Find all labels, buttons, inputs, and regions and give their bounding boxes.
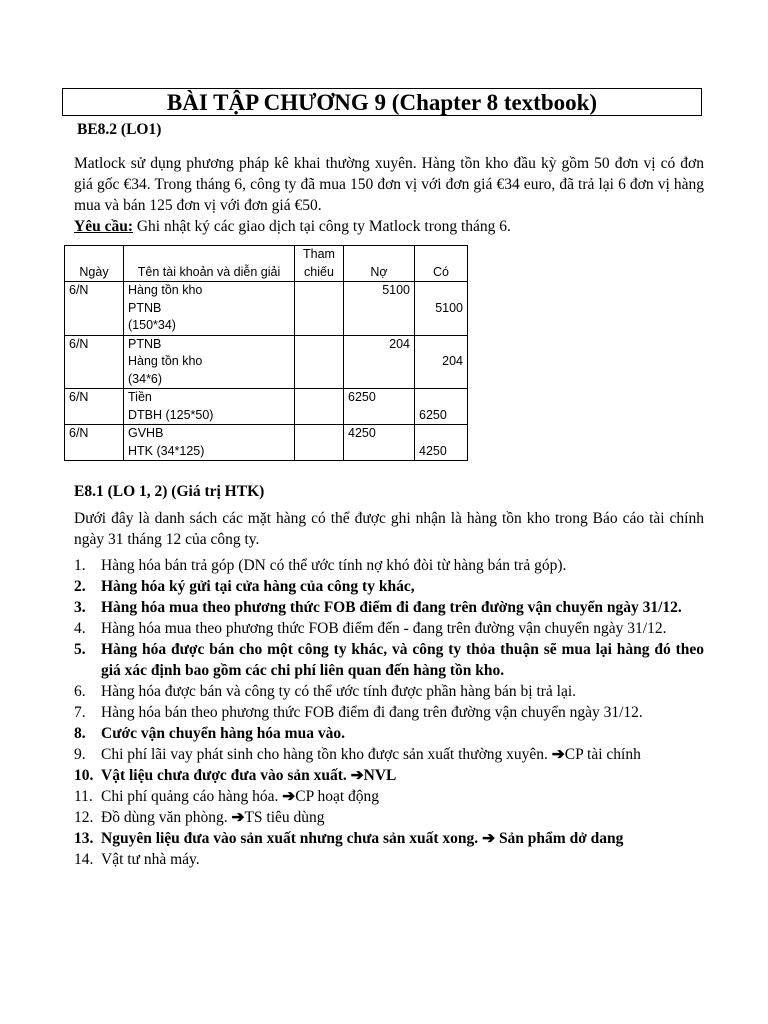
item-text: Chi phí lãi vay phát sinh cho hàng tồn kho được sản xuất thường xuyên. — [101, 746, 552, 763]
entry-credit: 204 — [415, 335, 468, 389]
item-list — [74, 555, 704, 870]
arrow-right-icon: ➔ — [482, 830, 496, 847]
be82-requirement — [74, 216, 704, 237]
arrow-right-icon: ➔ — [350, 767, 364, 784]
item-text: Vật tư nhà máy. — [101, 851, 200, 868]
arrow-right-icon: ➔ — [231, 809, 245, 826]
item-text: Đồ dùng văn phòng. — [101, 809, 232, 826]
item-result: Sản phẩm dở dang — [495, 830, 624, 847]
item-number: 14. — [74, 851, 94, 868]
item-number: 8. — [74, 725, 86, 742]
entry-reference — [295, 389, 344, 425]
requirement-text: Ghi nhật ký các giao dịch tại công ty Matlock trong tháng 6. — [132, 218, 511, 235]
item-number: 11. — [74, 788, 93, 805]
requirement-label: Yêu cầu: — [74, 218, 133, 235]
item-number: 9. — [74, 746, 86, 763]
entry-date: 6/N — [65, 335, 124, 389]
item-text: Hàng hóa được bán cho một công ty khác, và công ty thỏa thuận sẽ mua lại hàng đó theo giá xác định bao gồm các chi phí liên quan đến hàng tồn kho. — [101, 641, 704, 679]
list-item — [74, 744, 704, 765]
item-result: TS tiêu dùng — [244, 809, 325, 826]
item-text: Hàng hóa mua theo phương thức FOB điểm đi đang trên đường vận chuyển ngày 31/12. — [101, 599, 682, 616]
item-number: 13. — [74, 830, 94, 847]
item-text: Nguyên liệu đưa vào sản xuất nhưng chưa sản xuất xong. — [101, 830, 483, 847]
entry-debit: 5100 — [344, 282, 415, 336]
header-account: Tên tài khoản và diễn giải — [124, 246, 295, 282]
entry-debit: 6250 — [344, 389, 415, 425]
entry-account: GVHB HTK (34*125) — [124, 425, 295, 461]
e81-paragraph: Dưới đây là danh sách các mặt hàng có thể được ghi nhận là hàng tồn kho trong Báo cáo tài chính ngày 31 tháng 12 của công ty. — [74, 510, 704, 548]
be82-heading: BE8.2 (LO1) — [77, 121, 162, 138]
item-text: Hàng hóa bán theo phương thức FOB điểm đi đang trên đường vận chuyển ngày 31/12. — [101, 704, 643, 721]
e81-heading: E8.1 (LO 1, 2) (Giá trị HTK) — [74, 483, 265, 500]
list-item — [74, 765, 704, 786]
list-item — [74, 576, 704, 597]
entry-reference — [295, 425, 344, 461]
item-number: 6. — [74, 683, 86, 700]
be82-paragraph: Matlock sử dụng phương pháp kê khai thường xuyên. Hàng tồn kho đầu kỳ gồm 50 đơn vị có đơn giá gốc €34. Trong tháng 6, công ty đã mua 150 đơn vị với đơn giá €34 euro, đã trả lại 6 đơn vị hàng mua và bán 125 đơn vị với đơn giá €50. — [74, 155, 704, 214]
item-text: Cước vận chuyển hàng hóa mua vào. — [101, 725, 345, 742]
entry-account: Tiền DTBH (125*50) — [124, 389, 295, 425]
entry-reference — [295, 335, 344, 389]
table-row — [65, 425, 468, 461]
list-item — [74, 681, 704, 702]
header-credit: Có — [415, 246, 468, 282]
arrow-right-icon: ➔ — [282, 788, 296, 805]
list-item — [74, 639, 704, 681]
item-number: 1. — [74, 557, 86, 574]
header-reference: Tham chiếu — [295, 246, 344, 282]
item-number: 10. — [74, 767, 94, 784]
entry-credit: 4250 — [415, 425, 468, 461]
table-row — [65, 282, 468, 336]
list-item — [74, 786, 704, 807]
list-item — [74, 807, 704, 828]
item-number: 4. — [74, 620, 86, 637]
entry-date: 6/N — [65, 282, 124, 336]
list-item — [74, 618, 704, 639]
item-number: 12. — [74, 809, 94, 826]
entry-date: 6/N — [65, 389, 124, 425]
arrow-right-icon: ➔ — [551, 746, 565, 763]
entry-date: 6/N — [65, 425, 124, 461]
item-result: NVL — [363, 767, 397, 784]
entry-debit: 4250 — [344, 425, 415, 461]
table-row — [65, 389, 468, 425]
table-row — [65, 335, 468, 389]
item-number: 7. — [74, 704, 86, 721]
entry-account: PTNB Hàng tồn kho (34*6) — [124, 335, 295, 389]
journal-table — [64, 245, 468, 461]
list-item — [74, 597, 704, 618]
list-item — [74, 555, 704, 576]
item-result: CP hoạt động — [295, 788, 380, 805]
entry-credit: 5100 — [415, 282, 468, 336]
list-item — [74, 828, 704, 849]
item-result: CP tài chính — [564, 746, 641, 763]
header-debit: Nợ — [344, 246, 415, 282]
page-title: BÀI TẬP CHƯƠNG 9 (Chapter 8 textbook) — [62, 88, 702, 116]
item-text: Chi phí quảng cáo hàng hóa. — [101, 788, 283, 805]
entry-reference — [295, 282, 344, 336]
item-text: Hàng hóa ký gửi tại cửa hàng của công ty khác, — [101, 578, 415, 595]
item-number: 5. — [74, 641, 86, 658]
entry-debit: 204 — [344, 335, 415, 389]
list-item — [74, 849, 704, 870]
entry-credit: 6250 — [415, 389, 468, 425]
item-number: 2. — [74, 578, 86, 595]
list-item — [74, 702, 704, 723]
item-number: 3. — [74, 599, 86, 616]
header-date: Ngày — [65, 246, 124, 282]
item-text: Hàng hóa bán trả góp (DN có thể ước tính nợ khó đòi từ hàng bán trả góp). — [101, 557, 567, 574]
list-item — [74, 723, 704, 744]
item-text: Hàng hóa mua theo phương thức FOB điểm đến - đang trên đường vận chuyển ngày 31/12. — [101, 620, 667, 637]
entry-account: Hàng tồn kho PTNB (150*34) — [124, 282, 295, 336]
journal-header-row — [65, 246, 468, 282]
item-text: Hàng hóa được bán và công ty có thể ước tính được phần hàng bán bị trả lại. — [101, 683, 577, 700]
item-text: Vật liệu chưa được đưa vào sản xuất. — [101, 767, 351, 784]
